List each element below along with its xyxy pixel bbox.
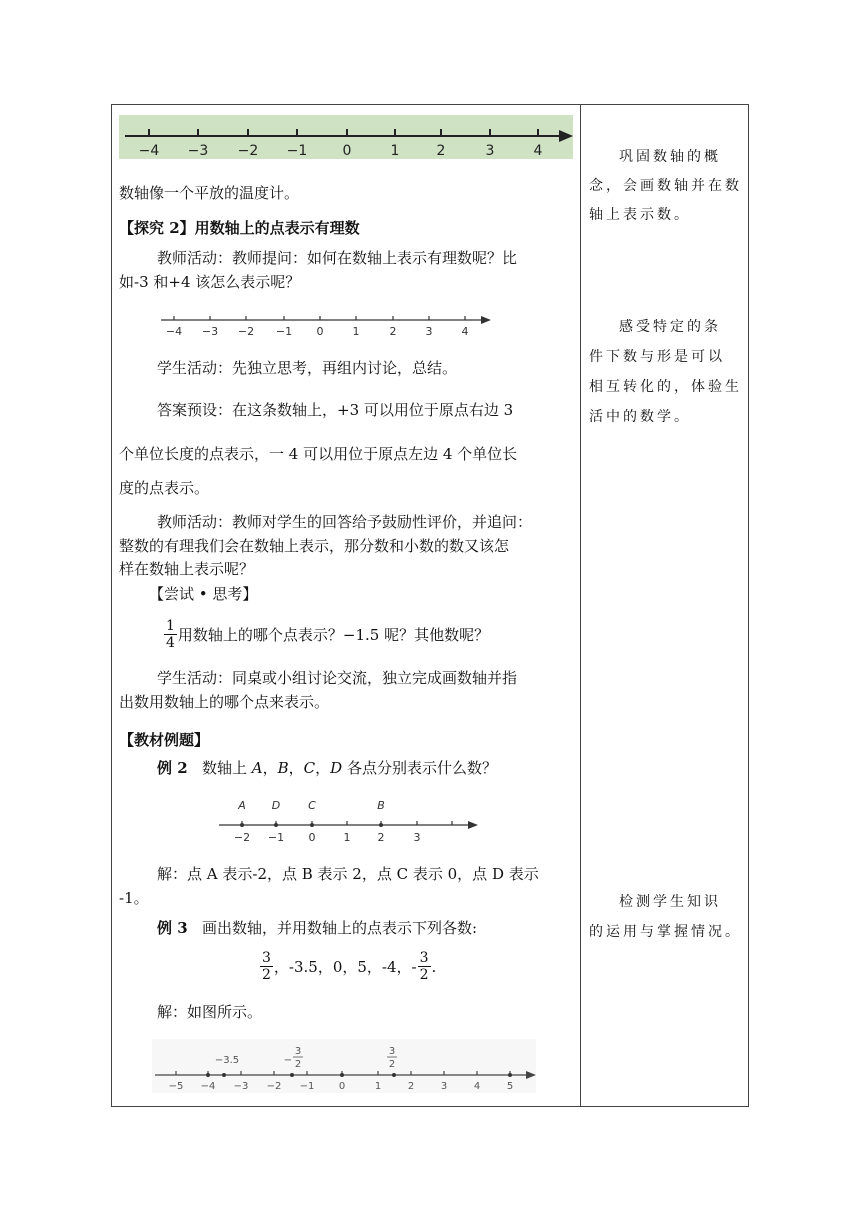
example-3-text: 画出数轴，并用数轴上的点表示下列各数: bbox=[201, 919, 478, 937]
point-label: −3.5 bbox=[214, 1055, 240, 1066]
solution-1-line1: 解：点 A 表示-2，点 B 表示 2，点 C 表示 0，点 D 表示 bbox=[157, 865, 539, 883]
fraction-denominator: 2 bbox=[294, 1059, 302, 1070]
try-think-heading: 【尝试 • 思考】 bbox=[149, 585, 258, 603]
example-2-pre: 数轴上 bbox=[201, 759, 252, 777]
tick-label: 4 bbox=[473, 1081, 481, 1092]
lesson-table bbox=[111, 104, 749, 1107]
note-2-line2: 件下数与形是可以 bbox=[589, 349, 725, 365]
number-line-example-3 bbox=[152, 1039, 540, 1095]
example-2-post: 各点分别表示什么数？ bbox=[342, 759, 497, 777]
point-label: C bbox=[308, 799, 316, 812]
fraction-three-halves: $\frac{3}{2}$ bbox=[262, 950, 271, 983]
tick-label: −1 bbox=[299, 1081, 315, 1092]
try-question bbox=[163, 618, 489, 651]
teacher-activity-1-line2: 如-3 和+4 该怎么表示呢？ bbox=[119, 273, 301, 291]
main-column bbox=[119, 105, 575, 1106]
tick-label: −2 bbox=[266, 1081, 282, 1092]
teacher-activity-2-line2: 整数的有理我们会在数轴上表示，那分数和小数的数又该怎 bbox=[119, 537, 510, 555]
student-activity-2-line2: 出数用数轴上的哪个点来表示。 bbox=[119, 693, 330, 711]
tick-label: 1 bbox=[352, 325, 360, 338]
section-heading-explore2 bbox=[119, 217, 360, 239]
teacher-activity-1-line1: 教师活动：教师提问：如何在数轴上表示有理数呢？比 bbox=[157, 249, 518, 267]
point-label: D bbox=[271, 799, 281, 812]
fraction-numerator: 3 bbox=[294, 1046, 302, 1057]
answer-line3: 度的点表示。 bbox=[119, 479, 210, 497]
tick-label: 1 bbox=[390, 143, 400, 159]
textbook-examples-heading: 【教材例题】 bbox=[119, 731, 210, 749]
note-3-line2: 的运用与掌握情况。 bbox=[589, 924, 742, 940]
note-2-line3: 相互转化的，体验生 bbox=[589, 379, 742, 395]
try-question-text: 用数轴上的哪个点表示？−1.5 呢？其他数呢？ bbox=[177, 625, 490, 644]
number-line-green bbox=[119, 115, 575, 161]
example-2-label: 例 2 bbox=[157, 759, 188, 777]
tick-label: −5 bbox=[168, 1081, 184, 1092]
number-line-example-2 bbox=[214, 797, 484, 849]
tick-label: 2 bbox=[377, 831, 385, 844]
student-activity-2-line1: 学生活动：同桌或小组讨论交流，独立完成画数轴并指 bbox=[157, 669, 518, 687]
tick-label: 2 bbox=[407, 1081, 415, 1092]
tick-label: −2 bbox=[233, 831, 251, 844]
tick-label: 3 bbox=[485, 143, 495, 159]
point-c: C bbox=[303, 759, 316, 777]
solution-1-line2: -1。 bbox=[119, 889, 149, 907]
point-a: A bbox=[251, 759, 263, 777]
fraction-denominator: 2 bbox=[388, 1059, 396, 1070]
tick-label: 0 bbox=[342, 143, 352, 159]
tick-label: 2 bbox=[389, 325, 397, 338]
point-label: − bbox=[283, 1055, 293, 1066]
fraction-one-quarter: $\frac{1}{4}$ bbox=[166, 618, 175, 651]
tick-label: 1 bbox=[374, 1081, 382, 1092]
answer-line1: 答案预设：在这条数轴上，+3 可以用位于原点右边 3 bbox=[157, 401, 514, 419]
tick-label: 5 bbox=[506, 1081, 514, 1092]
tick-label: −1 bbox=[286, 143, 308, 159]
point-d: D bbox=[330, 759, 343, 777]
tick-label: −4 bbox=[138, 143, 160, 159]
tick-label: 4 bbox=[533, 143, 543, 159]
student-activity-1: 学生活动：先独立思考，再组内讨论，总结。 bbox=[157, 359, 458, 377]
point-b: B bbox=[277, 759, 289, 777]
note-2-line1: 感受特定的条 bbox=[619, 319, 721, 335]
point-label: B bbox=[377, 799, 385, 812]
tick-label: −1 bbox=[275, 325, 293, 338]
teacher-activity-2-line1: 教师活动：教师对学生的回答给予鼓励性评价，并追问： bbox=[157, 513, 533, 531]
separator: ， bbox=[262, 759, 278, 777]
tick-label: −3 bbox=[233, 1081, 249, 1092]
period: . bbox=[431, 957, 437, 976]
solution-2: 解：如图所示。 bbox=[157, 1003, 263, 1021]
tick-label: 3 bbox=[413, 831, 421, 844]
tick-label: −4 bbox=[200, 1081, 216, 1092]
tick-label: 0 bbox=[316, 325, 324, 338]
example-3-numbers bbox=[259, 950, 436, 983]
tick-label: 2 bbox=[436, 143, 446, 159]
paragraph-thermometer: 数轴像一个平放的温度计。 bbox=[119, 184, 300, 202]
note-2-line4: 活中的数学。 bbox=[589, 409, 691, 425]
tick-label: 0 bbox=[338, 1081, 346, 1092]
number-line-plain bbox=[157, 312, 497, 340]
teacher-activity-2-line3: 样在数轴上表示呢？ bbox=[119, 560, 255, 578]
tick-label: 3 bbox=[440, 1081, 448, 1092]
tick-label: 3 bbox=[425, 325, 433, 338]
tick-label: 1 bbox=[343, 831, 351, 844]
tick-label: −3 bbox=[201, 325, 219, 338]
tick-label: 4 bbox=[461, 325, 469, 338]
tick-label: −2 bbox=[237, 325, 255, 338]
notes-column bbox=[589, 105, 741, 1106]
column-divider bbox=[580, 105, 581, 1106]
example-3 bbox=[157, 917, 477, 939]
fraction-numerator: 3 bbox=[388, 1046, 396, 1057]
number-list: ，-3.5，0，5，-4，- bbox=[273, 957, 417, 976]
separator: ， bbox=[288, 759, 304, 777]
tick-label: 0 bbox=[308, 831, 316, 844]
fraction-three-halves: $\frac{3}{2}$ bbox=[419, 950, 429, 983]
point-label: A bbox=[238, 799, 246, 812]
tick-label: −3 bbox=[187, 143, 209, 159]
tick-label: −4 bbox=[165, 325, 183, 338]
section-title: 用数轴上的点表示有理数 bbox=[194, 219, 360, 237]
separator: ， bbox=[315, 759, 331, 777]
note-1-line1: 巩固数轴的概 bbox=[619, 149, 721, 165]
note-1-line3: 轴上表示数。 bbox=[589, 207, 691, 223]
section-tag: 【探究 2】 bbox=[119, 219, 195, 237]
example-3-label: 例 3 bbox=[157, 919, 188, 937]
note-3-line1: 检测学生知识 bbox=[619, 894, 721, 910]
tick-label: −1 bbox=[267, 831, 285, 844]
example-2 bbox=[157, 757, 497, 779]
note-1-line2: 念，会画数轴并在数 bbox=[589, 178, 742, 194]
answer-line2: 个单位长度的点表示，一 4 可以用位于原点左边 4 个单位长 bbox=[119, 445, 518, 463]
tick-label: −2 bbox=[237, 143, 259, 159]
